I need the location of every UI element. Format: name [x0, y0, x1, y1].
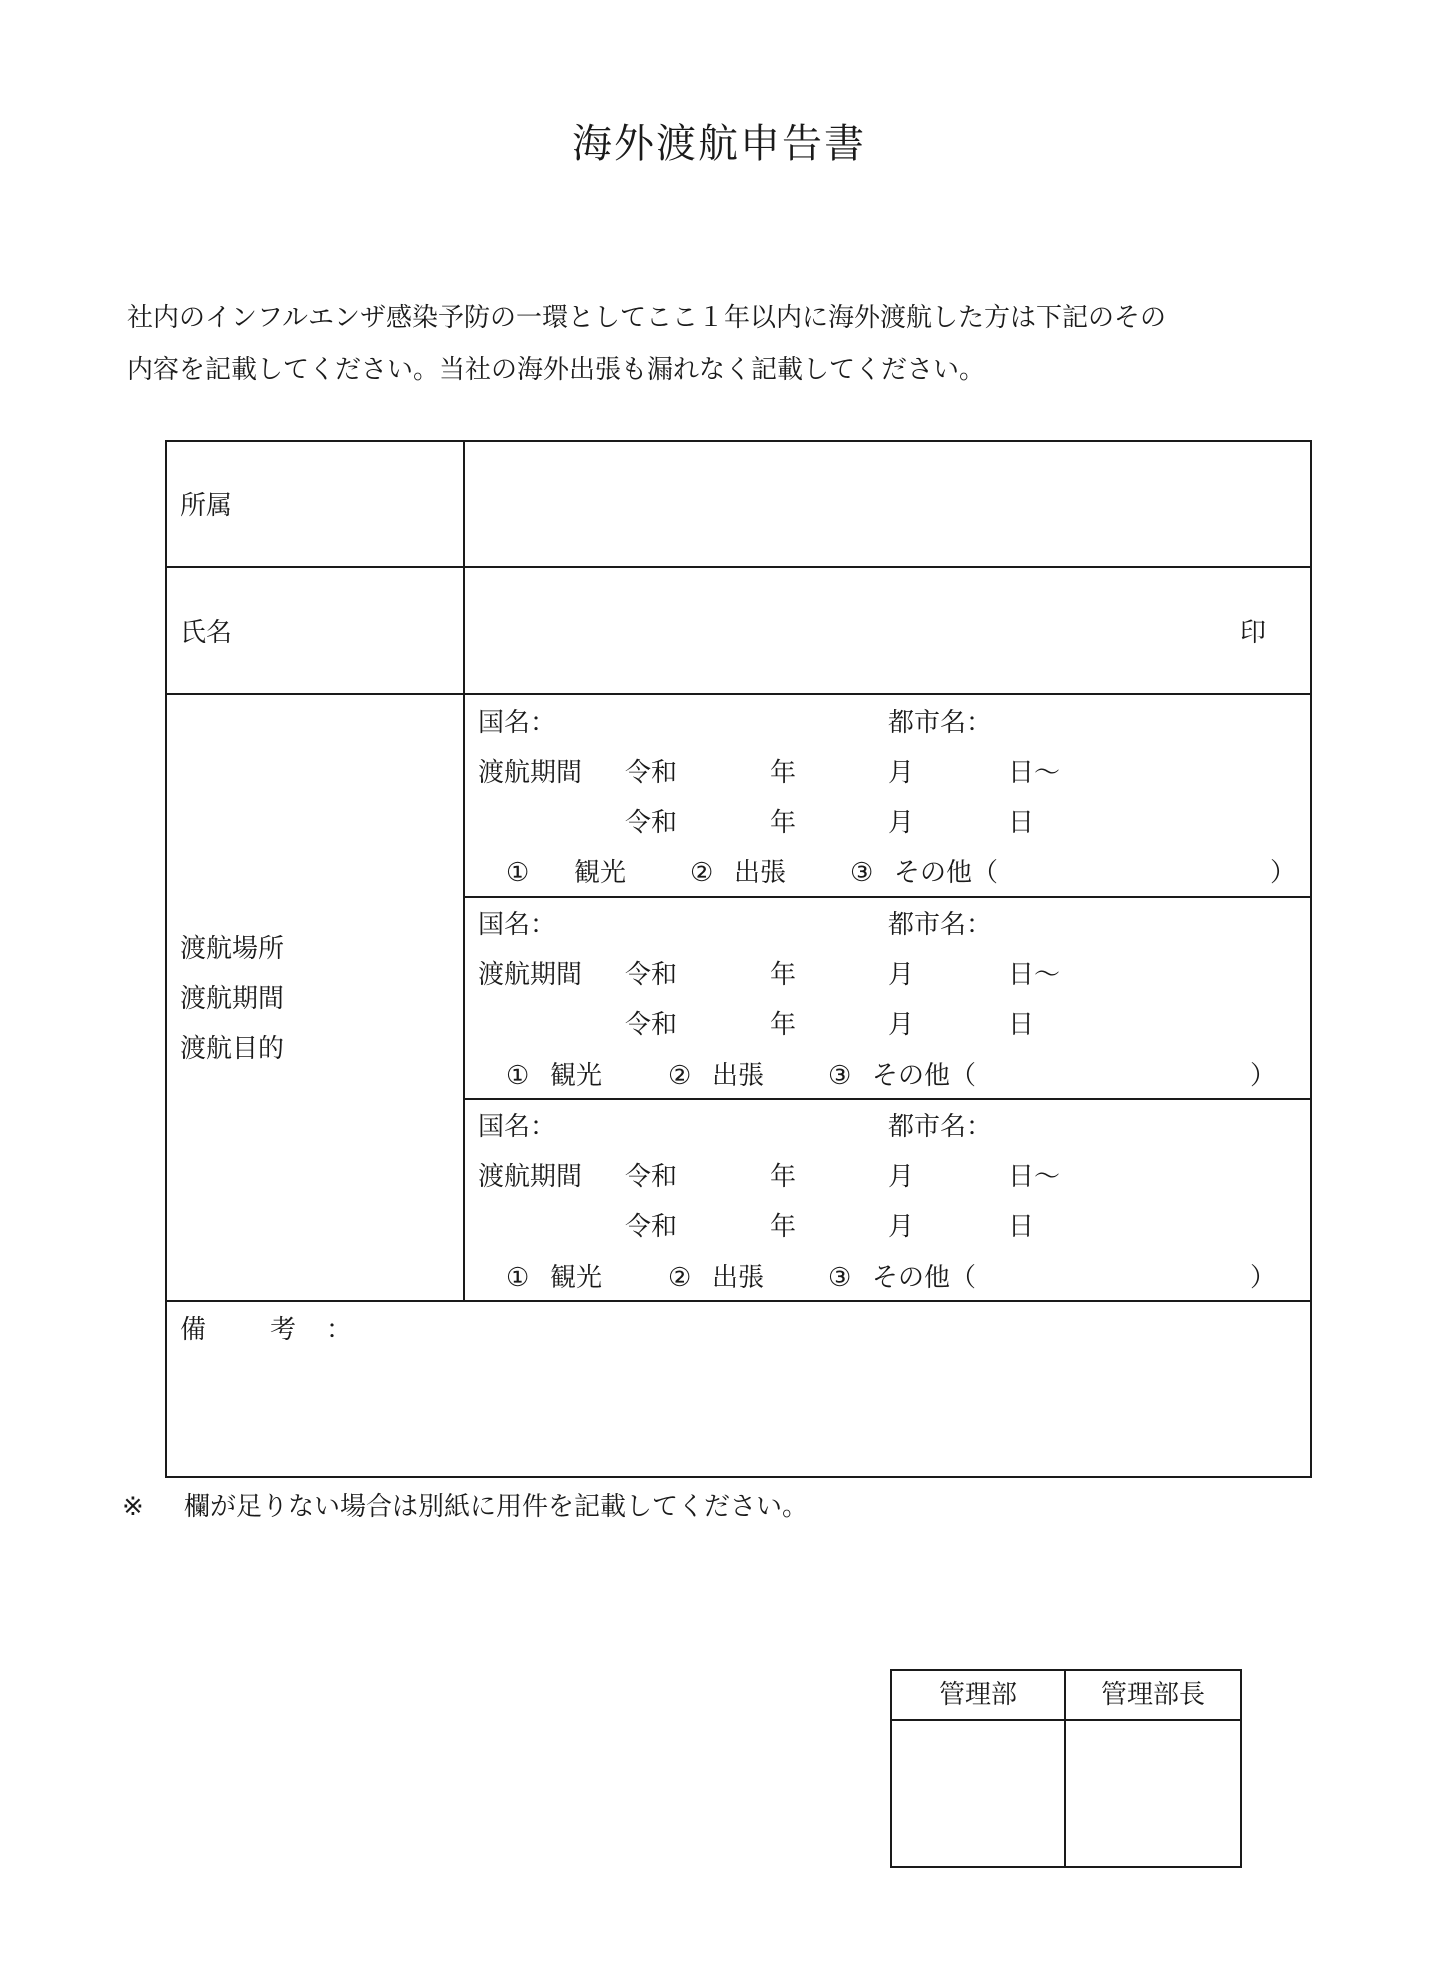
- affiliation-field[interactable]: [466, 443, 1309, 565]
- era-to: 令和: [625, 1010, 678, 1040]
- travel-purpose-label: 渡航目的: [180, 1034, 285, 1064]
- purpose-3-number[interactable]: ③: [828, 1263, 852, 1293]
- month-from: 月: [888, 960, 915, 990]
- purpose-3-label: その他（: [872, 1263, 977, 1293]
- approval-col-management: 管理部: [938, 1680, 1017, 1710]
- purpose-3-close: ）: [1250, 1061, 1277, 1091]
- era-to: 令和: [625, 808, 678, 838]
- footnote: [122, 1486, 808, 1523]
- day-from: 日～: [1008, 1162, 1061, 1192]
- purpose-3-label: その他（: [894, 858, 999, 888]
- purpose-2-label: 出張: [734, 858, 787, 888]
- footnote-text: 欄が足りない場合は別紙に用件を記載してください。: [184, 1492, 809, 1522]
- affiliation-label: 所属: [180, 491, 233, 521]
- name-label: 氏名: [180, 618, 233, 648]
- country-label: 国名：: [478, 708, 557, 738]
- purpose-2-number[interactable]: ②: [668, 1061, 692, 1091]
- year-from: 年: [770, 960, 797, 990]
- approval-col-manager: 管理部長: [1100, 1680, 1205, 1710]
- era-from: 令和: [625, 960, 678, 990]
- period-label: 渡航期間: [478, 758, 583, 788]
- purpose-2-label: 出張: [712, 1263, 765, 1293]
- month-from: 月: [888, 1162, 915, 1192]
- country-label: 国名：: [478, 1112, 557, 1142]
- year-from: 年: [770, 1162, 797, 1192]
- year-to: 年: [770, 1212, 797, 1242]
- period-label: 渡航期間: [478, 960, 583, 990]
- era-to: 令和: [625, 1212, 678, 1242]
- year-to: 年: [770, 808, 797, 838]
- month-to: 月: [888, 1212, 915, 1242]
- purpose-3-number[interactable]: ③: [850, 858, 874, 888]
- approval-stamp-management[interactable]: [893, 1722, 1063, 1865]
- approval-stamp-manager[interactable]: [1067, 1722, 1239, 1865]
- day-to: 日: [1008, 1212, 1035, 1242]
- purpose-3-number[interactable]: ③: [828, 1061, 852, 1091]
- seal-label: 印: [1240, 618, 1267, 648]
- purpose-1-number[interactable]: ①: [506, 1061, 530, 1091]
- month-from: 月: [888, 758, 915, 788]
- year-to: 年: [770, 1010, 797, 1040]
- remarks-field[interactable]: [168, 1303, 1309, 1475]
- day-from: 日～: [1008, 758, 1061, 788]
- day-to: 日: [1008, 808, 1035, 838]
- purpose-2-label: 出張: [712, 1061, 765, 1091]
- remarks-colon: ：: [326, 1315, 353, 1345]
- intro-text: [127, 292, 1337, 396]
- purpose-1-label: 観光: [550, 1061, 603, 1091]
- intro-line-2: 内容を記載してください。当社の海外出張も漏れなく記載してください。: [127, 355, 986, 385]
- purpose-2-number[interactable]: ②: [668, 1263, 692, 1293]
- purpose-3-label: その他（: [872, 1061, 977, 1091]
- era-from: 令和: [625, 758, 678, 788]
- purpose-1-number[interactable]: ①: [506, 1263, 530, 1293]
- name-field[interactable]: [466, 569, 1309, 692]
- period-label: 渡航期間: [478, 1162, 583, 1192]
- remarks-label-2: 考: [270, 1315, 297, 1345]
- document-title: 海外渡航申告書: [572, 121, 866, 167]
- month-to: 月: [888, 1010, 915, 1040]
- country-label: 国名：: [478, 910, 557, 940]
- era-from: 令和: [625, 1162, 678, 1192]
- city-label: 都市名：: [888, 708, 993, 738]
- travel-place-label: 渡航場所: [180, 934, 285, 964]
- purpose-1-label: 観光: [550, 1263, 603, 1293]
- day-to: 日: [1008, 1010, 1035, 1040]
- city-label: 都市名：: [888, 910, 993, 940]
- city-label: 都市名：: [888, 1112, 993, 1142]
- footnote-mark: ※: [122, 1492, 144, 1522]
- purpose-1-label: 観光: [574, 858, 627, 888]
- day-from: 日～: [1008, 960, 1061, 990]
- purpose-3-close: ）: [1270, 858, 1297, 888]
- remarks-label-1: 備: [180, 1315, 207, 1345]
- month-to: 月: [888, 808, 915, 838]
- intro-line-1: 社内のインフルエンザ感染予防の一環としてここ１年以内に海外渡航した方は下記のその: [127, 303, 1166, 333]
- purpose-2-number[interactable]: ②: [690, 858, 714, 888]
- travel-period-label: 渡航期間: [180, 984, 285, 1014]
- purpose-3-close: ）: [1250, 1263, 1277, 1293]
- year-from: 年: [770, 758, 797, 788]
- purpose-1-number[interactable]: ①: [506, 858, 530, 888]
